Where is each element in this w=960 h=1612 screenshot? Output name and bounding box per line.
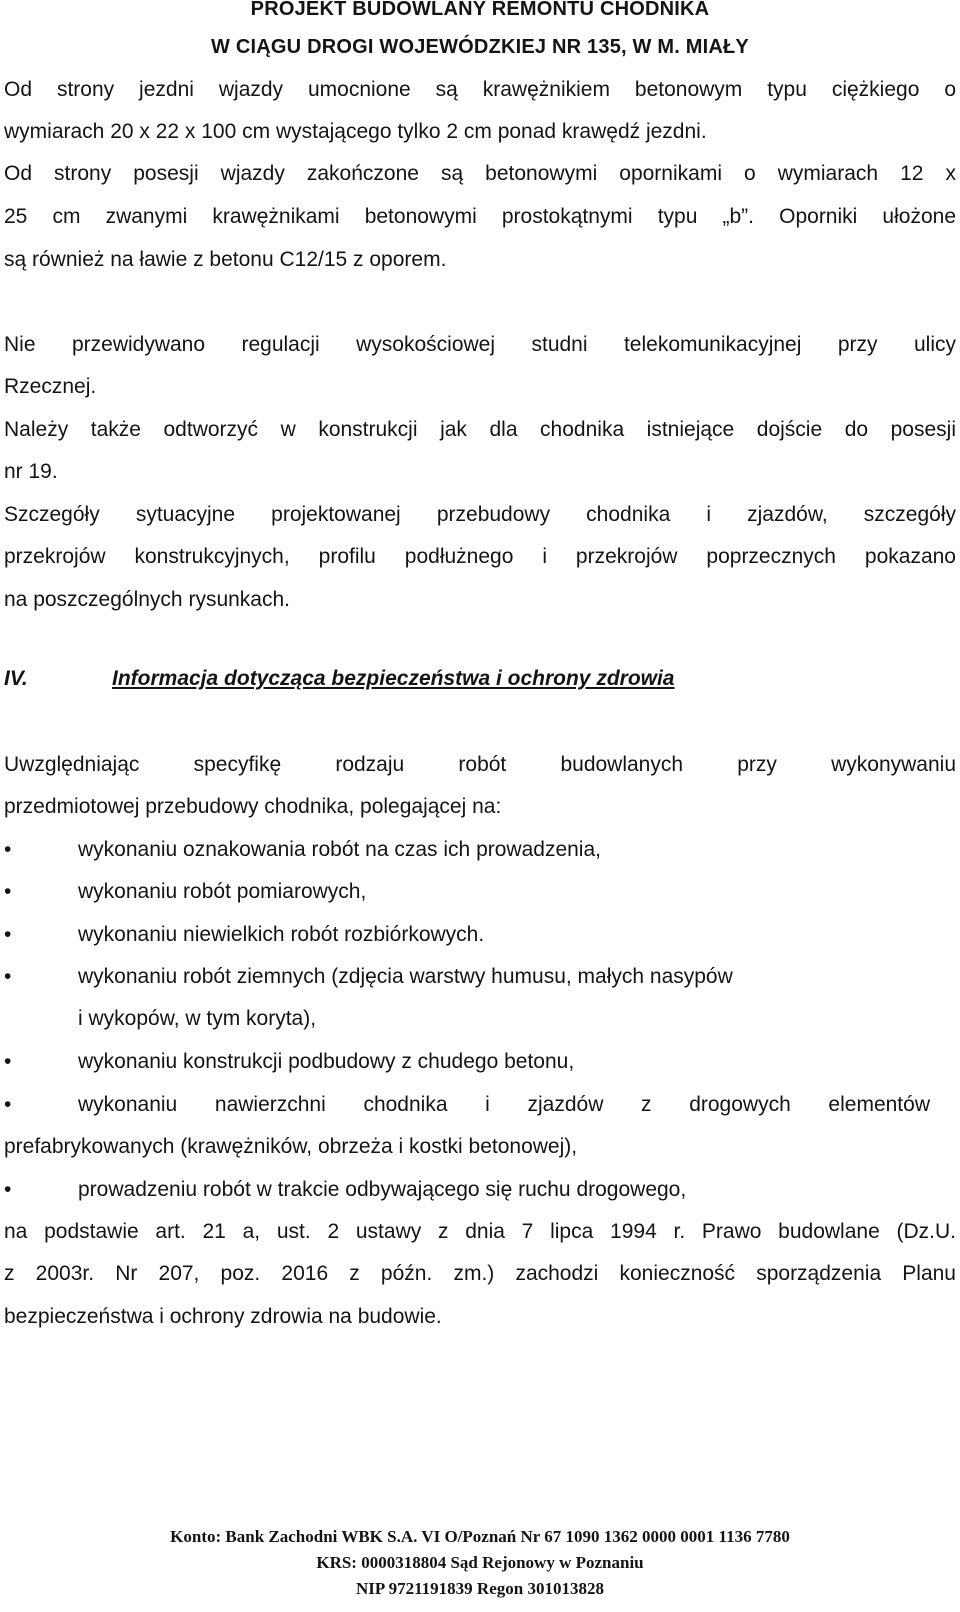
paragraph-line: Uwzględniając specyfikę rodzaju robót budowlanych przy wykonywaniu — [4, 753, 956, 776]
list-item: wykonaniu robót pomiarowych, — [78, 880, 367, 903]
footer-krs: KRS: 0000318804 Sąd Rejonowy w Poznaniu — [316, 1553, 644, 1572]
list-item-continuation: prefabrykowanych (krawężników, obrzeża i kostki betonowej), — [4, 1135, 578, 1158]
paragraph-line: z 2003r. Nr 207, poz. 2016 z późn. zm.) zachodzi konieczność sporządzenia Planu — [4, 1262, 956, 1285]
paragraph-line: 25 cm zwanymi krawężnikami betonowymi prostokątnymi typu „b”. Oporniki ułożone — [4, 205, 956, 228]
section-number: IV. — [4, 667, 28, 690]
project-title-line-2: W CIĄGU DROGI WOJEWÓDZKIEJ NR 135, W M. MIAŁY — [211, 36, 749, 58]
list-item: wykonaniu niewielkich robót rozbiórkowych. — [78, 923, 485, 946]
list-item: wykonaniu nawierzchni chodnika i zjazdów z drogowych elementów — [78, 1093, 930, 1116]
list-item: wykonaniu robót ziemnych (zdjęcia warstwy humusu, małych nasypów — [78, 965, 733, 988]
bullet-icon: • — [4, 1178, 12, 1201]
paragraph-line: wymiarach 20 x 22 x 100 cm wystającego tylko 2 cm ponad krawędź jezdni. — [4, 120, 707, 143]
paragraph-line: Szczegóły sytuacyjne projektowanej przebudowy chodnika i zjazdów, szczegóły — [4, 503, 956, 526]
paragraph-line: Od strony posesji wjazdy zakończone są betonowymi opornikami o wymiarach 12 x — [4, 162, 956, 185]
paragraph-line: Należy także odtworzyć w konstrukcji jak dla chodnika istniejące dojście do posesji — [4, 418, 956, 441]
bullet-icon: • — [4, 880, 12, 903]
paragraph-line: są również na ławie z betonu C12/15 z oporem. — [4, 248, 447, 271]
bullet-icon: • — [4, 923, 12, 946]
paragraph-line: Nie przewidywano regulacji wysokościowej studni telekomunikacyjnej przy ulicy — [4, 333, 956, 356]
bullet-icon: • — [4, 838, 12, 861]
paragraph-line: nr 19. — [4, 460, 58, 483]
paragraph-line: przekrojów konstrukcyjnych, profilu podłużnego i przekrojów poprzecznych pokazano — [4, 545, 956, 568]
list-item-continuation: i wykopów, w tym koryta), — [78, 1007, 317, 1030]
list-item: prowadzeniu robót w trakcie odbywającego się ruchu drogowego, — [78, 1178, 687, 1201]
paragraph-line: Rzecznej. — [4, 375, 97, 398]
paragraph-line: przedmiotowej przebudowy chodnika, polegającej na: — [4, 795, 502, 818]
list-item: wykonaniu konstrukcji podbudowy z chudego betonu, — [78, 1050, 575, 1073]
bullet-icon: • — [4, 1050, 12, 1073]
footer-nip-regon: NIP 9721191839 Regon 301013828 — [356, 1579, 604, 1598]
paragraph-line: Od strony jezdni wjazdy umocnione są krawężnikiem betonowym typu ciężkiego o — [4, 78, 956, 101]
paragraph-line: na podstawie art. 21 a, ust. 2 ustawy z dnia 7 lipca 1994 r. Prawo budowlane (Dz.U. — [4, 1220, 956, 1243]
paragraph-line: na poszczególnych rysunkach. — [4, 588, 290, 611]
bullet-icon: • — [4, 1093, 12, 1116]
bullet-icon: • — [4, 965, 12, 988]
list-item: wykonaniu oznakowania robót na czas ich prowadzenia, — [78, 838, 601, 861]
paragraph-line: bezpieczeństwa i ochrony zdrowia na budowie. — [4, 1305, 442, 1328]
footer-bank-account: Konto: Bank Zachodni WBK S.A. VI O/Poznań Nr 67 1090 1362 0000 0001 1136 7780 — [170, 1527, 790, 1546]
section-title: Informacja dotycząca bezpieczeństwa i ochrony zdrowia — [112, 667, 675, 690]
project-title-line-1: PROJEKT BUDOWLANY REMONTU CHODNIKA — [250, 0, 710, 20]
